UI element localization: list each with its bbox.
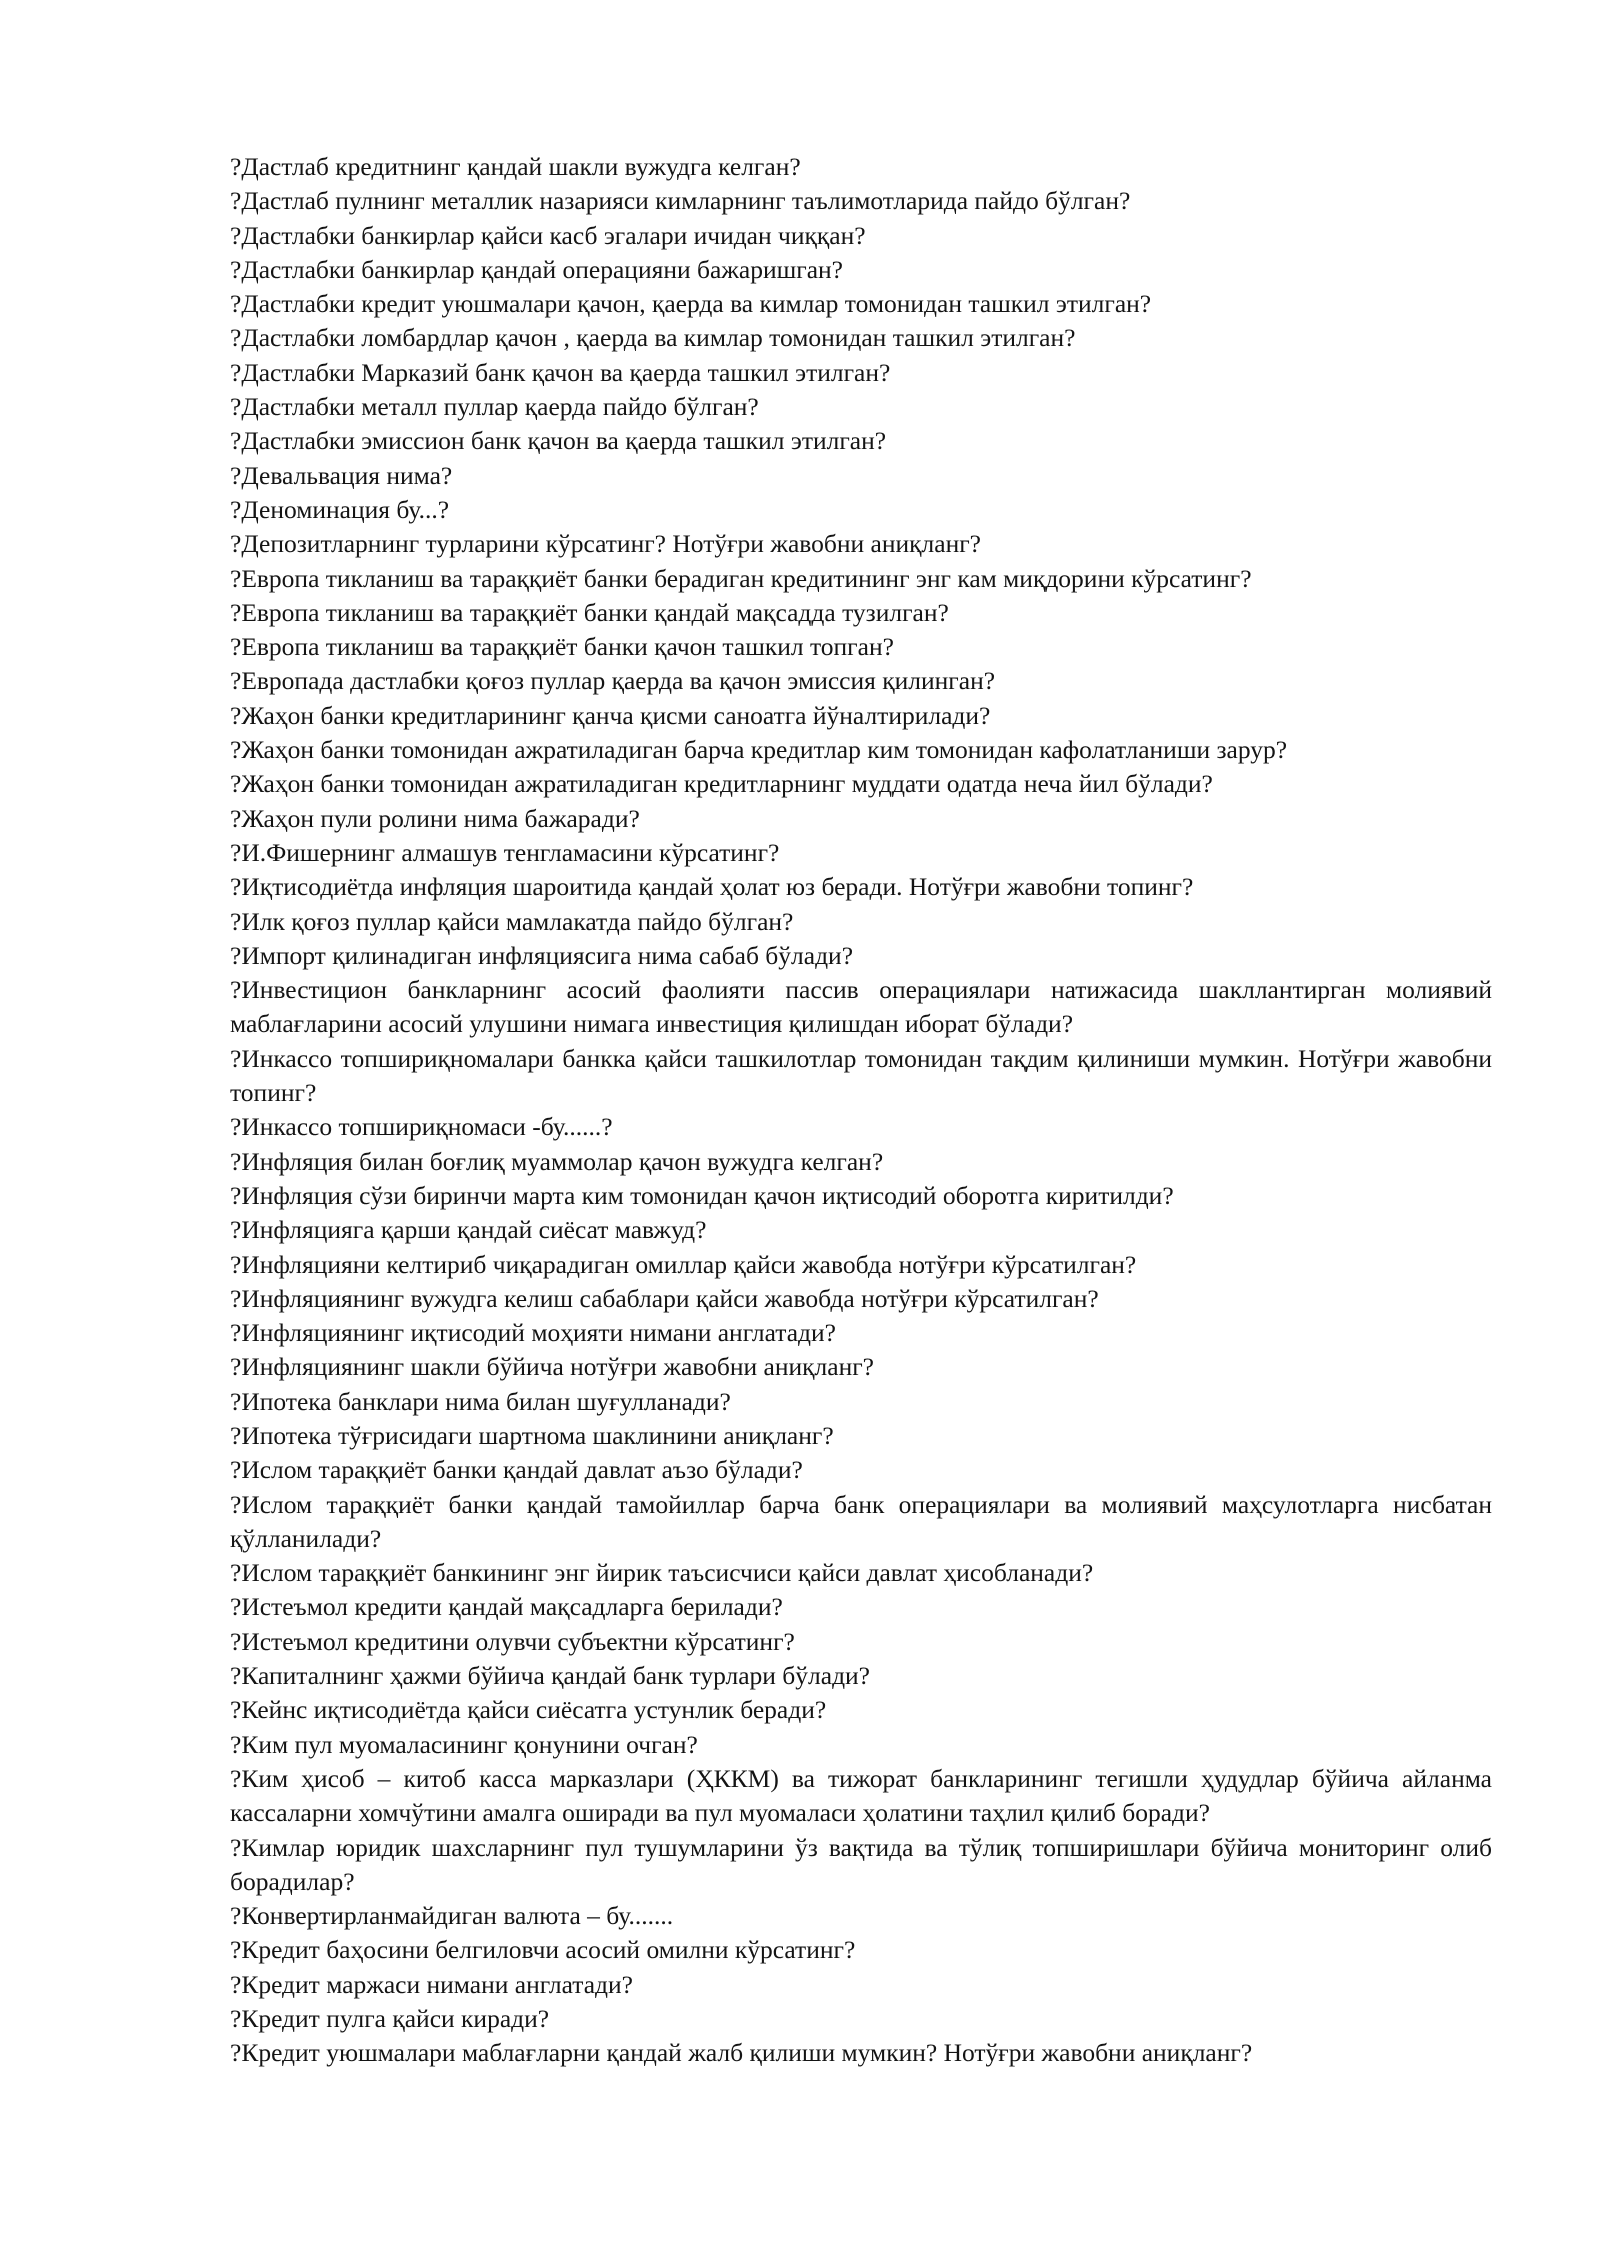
question-line: ?Кредит маржаси нимани англатади? — [230, 1969, 633, 1999]
question-line: ?Кредит пулга қайси киради? — [230, 2004, 550, 2034]
question-line: ?Инфляция сўзи биринчи марта ким томонидан қачон иқтисодий оборотга киритилди? — [230, 1180, 1174, 1210]
question-line: ?Истеъмол кредитини олувчи субъектни кўрсатинг? — [230, 1626, 795, 1656]
question-line: ?Дастлабки металл пуллар қаерда пайдо бўлган? — [230, 392, 759, 422]
question-line: ?Капиталнинг ҳажми бўйича қандай банк турлари бўлади? — [230, 1661, 871, 1691]
question-line: ?Ипотека тўғрисидаги шартнома шаклинини аниқланг? — [230, 1420, 834, 1450]
document-page — [230, 150, 1492, 2071]
question-line: ?Илк қоғоз пуллар қайси мамлакатда пайдо бўлган? — [230, 906, 794, 936]
question-line: ?Кредит баҳосини белгиловчи асосий омилни кўрсатинг? — [230, 1935, 856, 1965]
question-line: ?Жаҳон банки томонидан ажратиладиган кредитларнинг муддати одатда неча йил бўлади? — [230, 769, 1213, 799]
question-line: ?Кредит уюшмалари маблағларни қандай жалб қилиши мумкин? Нотўғри жавобни аниқланг? — [230, 2038, 1253, 2068]
question-line: ?Инкассо топшириқномаси -бу......? — [230, 1112, 613, 1142]
question-line: ?Дастлаб пулнинг металлик назарияси кимларнинг таълимотларида пайдо бўлган? — [230, 186, 1131, 216]
question-line: ?Дастлабки ломбардлар қачон , қаерда ва кимлар томонидан ташкил этилган? — [230, 323, 1076, 353]
question-line: ?Депозитларнинг турларини кўрсатинг? Нотўғри жавобни аниқланг? — [230, 529, 981, 559]
question-line: ?Дастлабки банкирлар қайси касб эгалари ичидан чиққан? — [230, 220, 866, 250]
question-line: ?И.Фишернинг алмашув тенгламасини кўрсатинг? — [230, 837, 780, 867]
question-line: ?Инкассо топшириқномалари банкка қайси ташкилотлар томонидан тақдим қилиниши мумкин. Нотўғри жавобни топинг? — [230, 1043, 1492, 1108]
question-line: ?Ким ҳисоб – китоб касса марказлари (ҲККМ) ва тижорат банкларининг тегишли ҳудудлар бўйича айланма кассаларни хомчўтини амалга оширади ва пул муомаласи ҳолатини таҳлил қилиб боради? — [230, 1763, 1492, 1828]
question-line: ?Дастлабки банкирлар қандай операцияни бажаришган? — [230, 254, 843, 284]
question-line: ?Кейнс иқтисодиётда қайси сиёсатга устунлик беради? — [230, 1695, 827, 1725]
question-line: ?Инфляциянинг иқтисодий моҳияти нимани англатади? — [230, 1318, 836, 1348]
question-line: ?Инфляциянинг шакли бўйича нотўғри жавобни аниқланг? — [230, 1352, 874, 1382]
question-line: ?Ислом тараққиёт банкининг энг йирик таъсисчиси қайси давлат ҳисобланади? — [230, 1558, 1094, 1588]
question-line: ?Инфляциянинг вужудга келиш сабаблари қайси жавобда нотўғри кўрсатилган? — [230, 1283, 1099, 1313]
question-line: ?Дастлабки эмиссион банк қачон ва қаерда ташкил этилган? — [230, 426, 887, 456]
question-line: ?Конвертирланмайдиган валюта – бу....... — [230, 1901, 674, 1931]
question-line: ?Истеъмол кредити қандай мақсадларга берилади? — [230, 1592, 783, 1622]
question-line: ?Ким пул муомаласининг қонунини очган? — [230, 1729, 698, 1759]
question-line: ?Ипотека банклари нима билан шуғулланади? — [230, 1386, 731, 1416]
question-line: ?Инфляцияни келтириб чиқарадиган омиллар қайси жавобда нотўғри кўрсатилган? — [230, 1249, 1137, 1279]
question-line: ?Жаҳон пули ролини нима бажаради? — [230, 803, 640, 833]
question-line: ?Деноминация бу...? — [230, 494, 450, 524]
question-line: ?Европа тикланиш ва тараққиёт банки берадиган кредитининг энг кам миқдорини кўрсатинг? — [230, 563, 1252, 593]
question-line: ?Импорт қилинадиган инфляциясига нима сабаб бўлади? — [230, 940, 854, 970]
question-line: ?Ислом тараққиёт банки қандай давлат аъзо бўлади? — [230, 1455, 803, 1485]
question-line: ?Европада дастлабки қоғоз пуллар қаерда ва қачон эмиссия қилинган? — [230, 666, 996, 696]
question-line: ?Дастлабки кредит уюшмалари қачон, қаерда ва кимлар томонидан ташкил этилган? — [230, 289, 1152, 319]
question-line: ?Европа тикланиш ва тараққиёт банки қачон ташкил топган? — [230, 632, 894, 662]
question-line: ?Инфляцияга қарши қандай сиёсат мавжуд? — [230, 1215, 707, 1245]
question-line: ?Инфляция билан боғлиқ муаммолар қачон вужудга келган? — [230, 1146, 884, 1176]
question-line: ?Дастлабки Марказий банк қачон ва қаерда ташкил этилган? — [230, 357, 891, 387]
question-line: ?Жаҳон банки кредитларининг қанча қисми саноатга йўналтирилади? — [230, 700, 991, 730]
question-line: ?Жаҳон банки томонидан ажратиладиган барча кредитлар ким томонидан кафолатланиши зарур? — [230, 735, 1288, 765]
question-line: ?Дастлаб кредитнинг қандай шакли вужудга келган? — [230, 152, 801, 181]
question-line: ?Инвестицион банкларнинг асосий фаолияти пассив операциялари натижасида шакллантирган молиявий маблағларини асосий улушини нимага инвестиция қилишдан иборат бўлади? — [230, 975, 1492, 1039]
question-line: ?Иқтисодиётда инфляция шароитида қандай ҳолат юз беради. Нотўғри жавобни топинг? — [230, 872, 1194, 902]
question-line: ?Ислом тараққиёт банки қандай тамойиллар барча банк операциялари ва молиявий маҳсулотларга нисбатан қўлланилади? — [230, 1489, 1492, 1553]
question-line: ?Девальвация нима? — [230, 460, 453, 490]
question-line: ?Кимлар юридик шахсларнинг пул тушумларини ўз вақтида ва тўлиқ топширишлари бўйича мониторинг олиб борадилар? — [230, 1832, 1492, 1896]
question-line: ?Европа тикланиш ва тараққиёт банки қандай мақсадда тузилган? — [230, 597, 949, 627]
